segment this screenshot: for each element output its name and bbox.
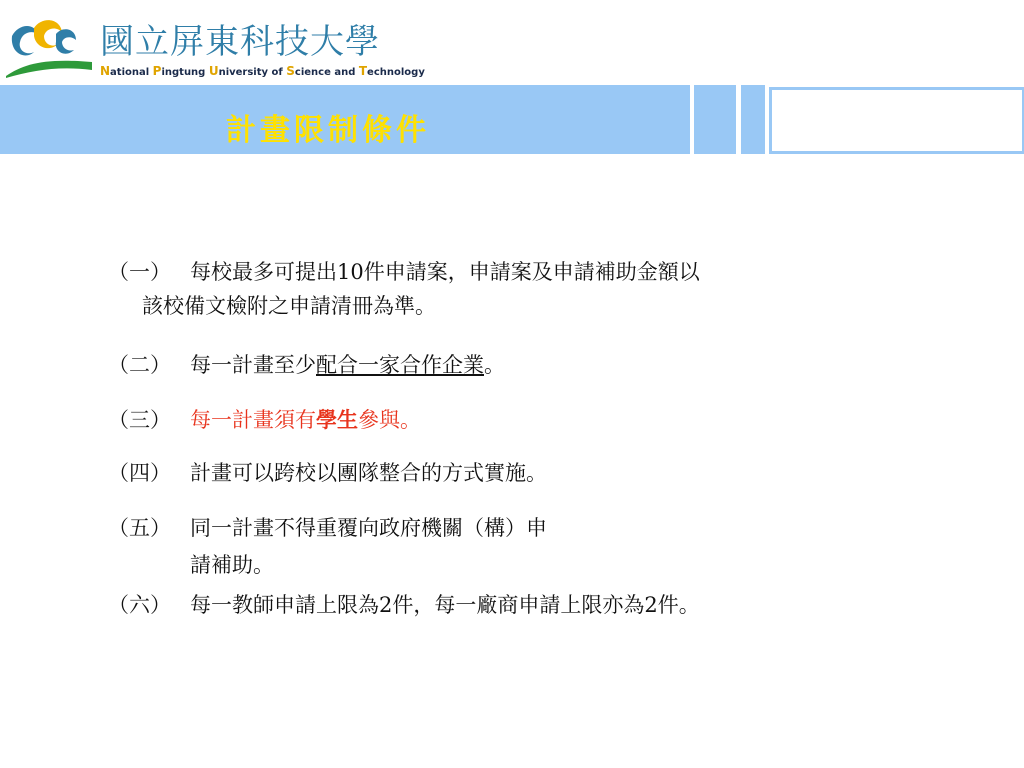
item-text-highlight: 每一計畫須有 (190, 408, 316, 432)
item-text-underlined: 配合一家合作企業 (316, 353, 484, 377)
list-item (108, 404, 421, 436)
item-number: （二） (108, 353, 171, 377)
item-text: 計畫可以跨校以團隊整合的方式實施。 (190, 461, 547, 485)
band-decoration-block (694, 85, 736, 154)
slide-title: 計畫限制條件 (226, 113, 430, 148)
item-text: 每一計畫至少 (190, 353, 316, 377)
item-continuation: 該校備文檢附之申請清冊為準。 (142, 294, 436, 318)
list-item (108, 256, 700, 288)
item-number: （三） (108, 408, 171, 432)
item-text-highlight: 參與。 (358, 408, 421, 432)
band-decoration-box (769, 87, 1024, 154)
title-band (0, 85, 690, 154)
list-item (108, 457, 547, 489)
item-text: 每一教師申請上限為2件，每一廠商申請上限亦為2件。 (190, 593, 700, 617)
list-item (108, 512, 547, 544)
item-number: （六） (108, 593, 171, 617)
item-text: 每校最多可提出10件申請案，申請案及申請補助金額以 (190, 260, 700, 284)
item-number: （四） (108, 461, 171, 485)
item-text: 。 (484, 353, 505, 377)
university-emblem-icon (4, 14, 94, 78)
item-text: 同一計畫不得重覆向政府機關（構）申 (190, 516, 547, 540)
item-number: （一） (108, 260, 171, 284)
item-continuation: 請補助。 (190, 553, 274, 577)
band-decoration-block (741, 85, 765, 154)
university-logo (0, 0, 430, 84)
list-item (108, 589, 700, 621)
university-name-english: National Pingtung University of Science and Technology (100, 64, 425, 78)
university-name-chinese: 國立屏東科技大學 (100, 22, 380, 62)
item-text-bold: 學生 (316, 407, 358, 432)
list-item (108, 349, 505, 381)
item-number: （五） (108, 516, 171, 540)
